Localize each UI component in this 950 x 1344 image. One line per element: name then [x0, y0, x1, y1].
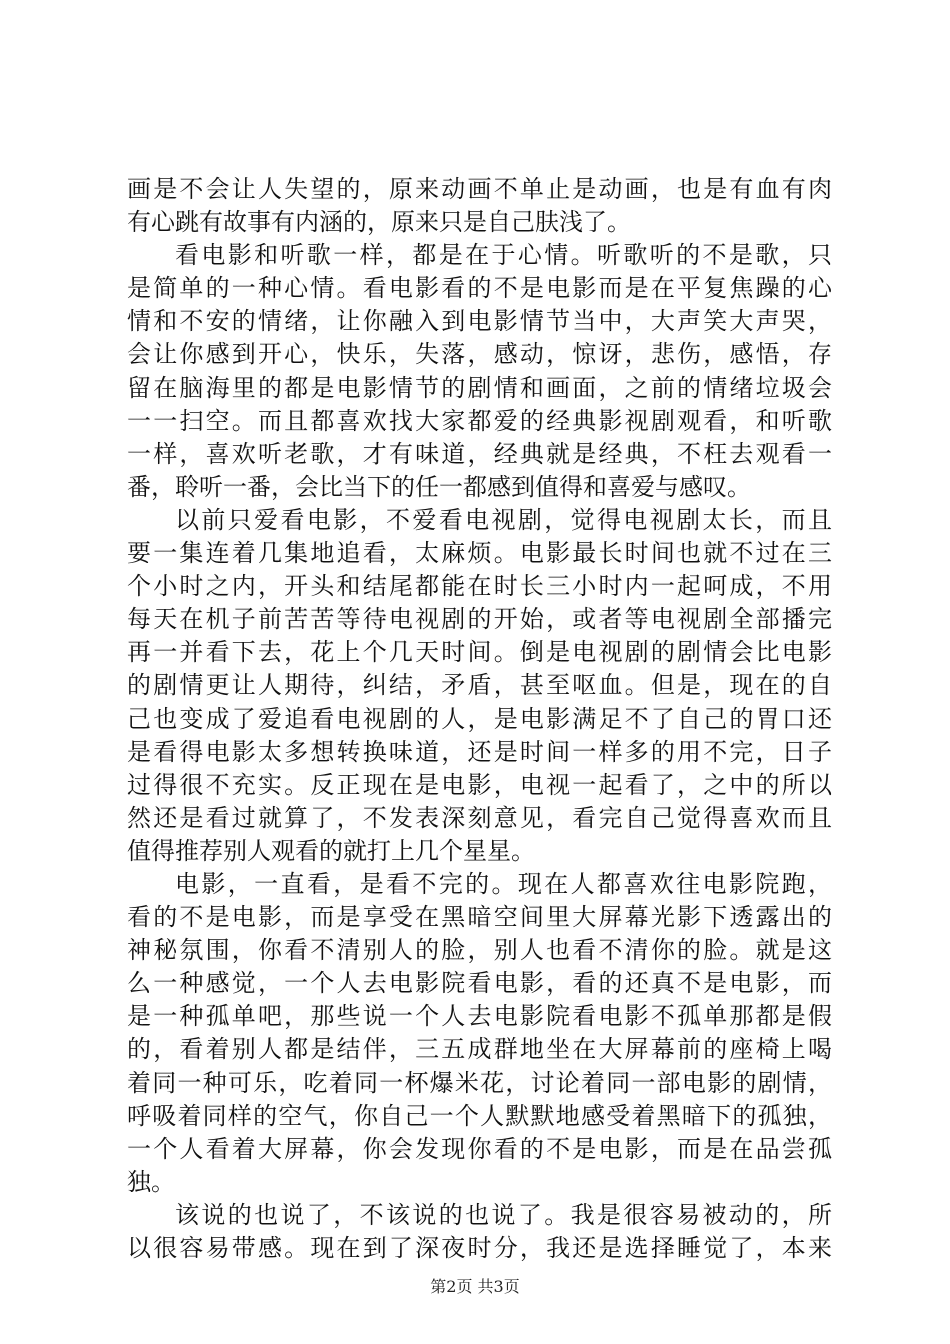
text-line: 一个人看着大屏幕，你会发现你看的不是电影，而是在品尝孤 — [127, 1134, 832, 1163]
text-line: 番，聆听一番，会比当下的任一都感到值得和喜爱与感叹。 — [127, 472, 751, 501]
paragraph — [127, 504, 832, 868]
text-line: 再一并看下去，花上个几天时间。倒是电视剧的剧情会比电影 — [127, 638, 832, 667]
text-line: 值得推荐别人观看的就打上几个星星。 — [127, 836, 535, 865]
text-line: 以前只爱看电影，不爱看电视剧，觉得电视剧太长，而且 — [175, 505, 832, 534]
page-number-footer: 第2页 共3页 — [430, 1277, 520, 1296]
text-line: 是看得电影太多想转换味道，还是时间一样多的用不完，日子 — [127, 737, 832, 766]
text-line: 然还是看过就算了，不发表深刻意见，看完自己觉得喜欢而且 — [127, 803, 832, 832]
text-line: 看的不是电影，而是享受在黑暗空间里大屏幕光影下透露出的 — [127, 903, 832, 932]
text-line: 独。 — [127, 1167, 175, 1196]
paragraph — [127, 868, 832, 1199]
text-line: 神秘氛围，你看不清别人的脸，别人也看不清你的脸。就是这 — [127, 936, 832, 965]
text-line: 要一集连着几集地追看，太麻烦。电影最长时间也就不过在三 — [127, 539, 832, 568]
text-line: 电影，一直看，是看不完的。现在人都喜欢往电影院跑， — [175, 869, 832, 898]
text-line: 己也变成了爱追看电视剧的人，是电影满足不了自己的胃口还 — [127, 704, 832, 733]
text-line: 过得很不充实。反正现在是电影，电视一起看了，之中的所以 — [127, 770, 832, 799]
text-line: 呼吸着同样的空气，你自己一个人默默地感受着黑暗下的孤独， — [127, 1101, 832, 1130]
text-line: 着同一种可乐，吃着同一杯爆米花，讨论着同一部电影的剧情， — [127, 1068, 832, 1097]
text-line: 留在脑海里的都是电影情节的剧情和画面，之前的情绪垃圾会 — [127, 373, 832, 402]
text-line: 么一种感觉，一个人去电影院看电影，看的还真不是电影，而 — [127, 969, 832, 998]
paragraph — [127, 1199, 832, 1265]
document-body — [127, 173, 832, 1265]
text-line: 会让你感到开心，快乐，失落，感动，惊讶，悲伤，感悟，存 — [127, 340, 832, 369]
text-line: 每天在机子前苦苦等待电视剧的开始，或者等电视剧全部播完 — [127, 605, 832, 634]
text-line: 有心跳有故事有内涵的，原来只是自己肤浅了。 — [127, 208, 631, 237]
text-line: 看电影和听歌一样，都是在于心情。听歌听的不是歌，只 — [175, 241, 832, 270]
text-line: 是简单的一种心情。看电影看的不是电影而是在平复焦躁的心 — [127, 274, 832, 303]
text-line: 个小时之内，开头和结尾都能在时长三小时内一起呵成，不用 — [127, 572, 832, 601]
text-line: 情和不安的情绪，让你融入到电影情节当中，大声笑大声哭， — [127, 307, 832, 336]
text-line: 一样，喜欢听老歌，才有味道，经典就是经典，不枉去观看一 — [127, 439, 832, 468]
text-line: 一一扫空。而且都喜欢找大家都爱的经典影视剧观看，和听歌 — [127, 406, 832, 435]
text-line: 的，看着别人都是结伴，三五成群地坐在大屏幕前的座椅上喝 — [127, 1035, 832, 1064]
text-line: 画是不会让人失望的，原来动画不单止是动画，也是有血有肉 — [127, 175, 832, 203]
text-line: 以很容易带感。现在到了深夜时分，我还是选择睡觉了，本来 — [127, 1234, 832, 1262]
text-line: 是一种孤单吧，那些说一个人去电影院看电影不孤单那都是假 — [127, 1002, 832, 1031]
text-line: 的剧情更让人期待，纠结，矛盾，甚至呕血。但是，现在的自 — [127, 671, 832, 700]
paragraph — [127, 173, 832, 239]
text-line: 该说的也说了，不该说的也说了。我是很容易被动的，所 — [175, 1200, 832, 1229]
paragraph — [127, 239, 832, 504]
